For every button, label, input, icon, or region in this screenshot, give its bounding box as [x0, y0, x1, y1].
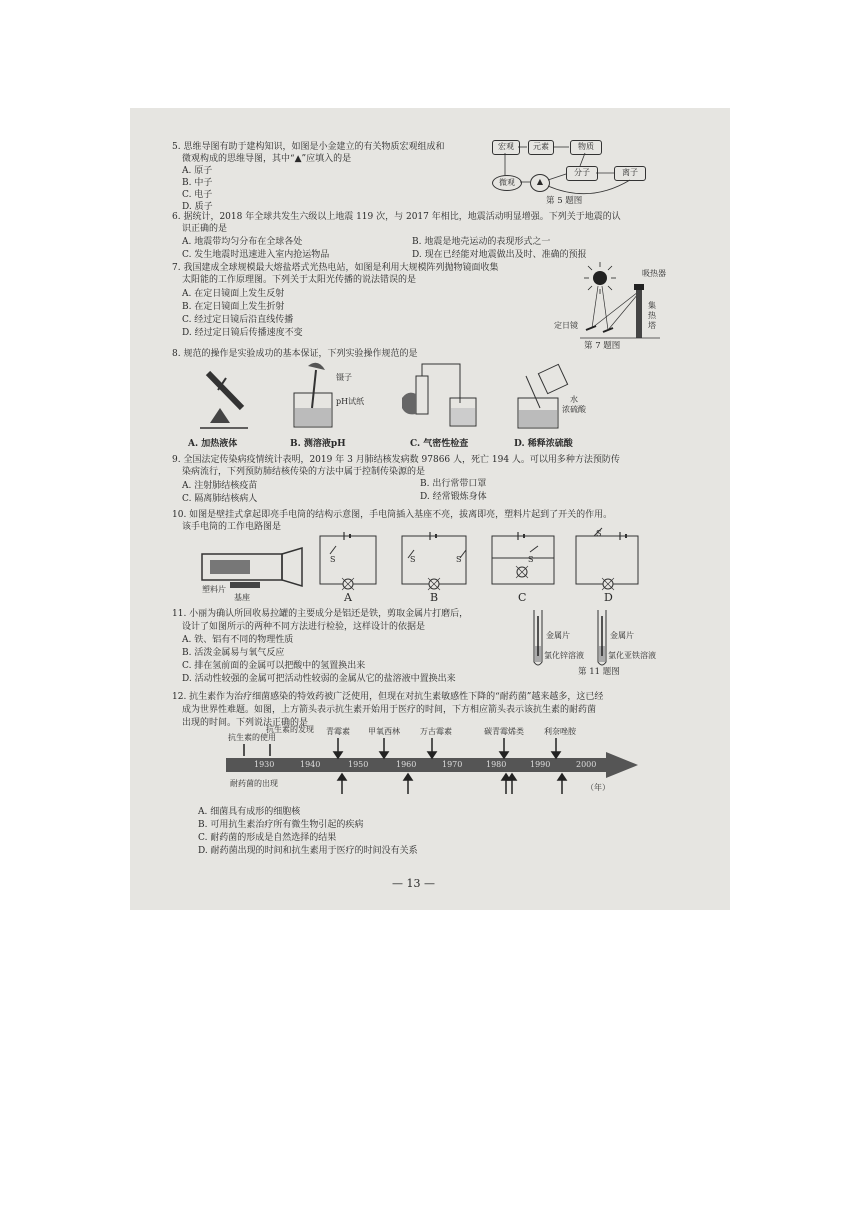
q7-option-d: D. 经过定日镜后传播速度不变: [182, 328, 303, 338]
q12-stem-line2: 成为世界性难题。如图，上方箭头表示抗生素开始用于医疗的时间，下方相应箭头表示该抗生素的耐药菌: [182, 705, 597, 715]
q5-option-d: D. 质子: [182, 202, 213, 212]
base-label: 基座: [234, 593, 250, 602]
q8-caption-c: C. 气密性检查: [410, 439, 469, 449]
q11-option-a: A. 铁、铝有不同的物理性质: [182, 635, 294, 645]
q11-option-b: B. 活泼金属易与氧气反应: [182, 648, 285, 658]
triangle-placeholder: ▲: [530, 174, 550, 192]
year-1970: 1970: [442, 760, 463, 769]
year-1940: 1940: [300, 760, 321, 769]
q11-stem-line2: 设计了如图所示的两种不同方法进行检验，这样设计的依据是: [182, 622, 426, 632]
q9-stem-line1: 9. 全国法定传染病疫情统计表明，2019 年 3 月肺结核发病数 97866 人，死亡 194 人。可以用多种方法预防传: [172, 455, 620, 465]
q12-option-b: B. 可用抗生素治疗所有微生物引起的疾病: [198, 820, 364, 830]
timeline-graphic: [130, 108, 730, 828]
q7-stem-line2: 太阳能的工作原理图。下列关于太阳光传播的说法错误的是: [182, 275, 417, 285]
circuit-b-switch-2: S: [456, 555, 462, 564]
q5-option-c: C. 电子: [182, 190, 213, 200]
year-unit: （年）: [586, 783, 610, 792]
q7-option-b: B. 在定日镜面上发生折射: [182, 302, 285, 312]
q7-option-a: A. 在定日镜面上发生反射: [182, 289, 285, 299]
molecule-box: 分子: [566, 166, 598, 181]
year-1990: 1990: [530, 760, 551, 769]
q9-option-a: A. 注射肺结核疫苗: [182, 481, 258, 491]
label-resistant-emergence: 耐药菌的出现: [230, 779, 278, 788]
q12-option-a: A. 细菌具有成形的细胞核: [198, 807, 301, 817]
year-2000: 2000: [576, 760, 597, 769]
q5-stem-line1: 5. 思维导图有助于建构知识，如图是小金建立的有关物质宏观组成和: [172, 142, 445, 152]
tower-label-1: 集: [648, 301, 656, 310]
year-1950: 1950: [348, 760, 369, 769]
q6-option-c: C. 发生地震时迅速进入室内抢运物品: [182, 250, 330, 260]
q7-option-c: C. 经过定日镜后沿直线传播: [182, 315, 294, 325]
metal-label-1: 金属片: [546, 631, 570, 640]
micro-oval: 微观: [492, 175, 522, 191]
q12-option-c: C. 耐药菌的形成是自然选择的结果: [198, 833, 337, 843]
label-antibiotic-use: 抗生素的使用: [228, 733, 276, 742]
q9-option-c: C. 隔离肺结核病人: [182, 494, 258, 504]
q9-option-d: D. 经常锻炼身体: [420, 492, 487, 502]
q8-caption-d: D. 稀释浓硫酸: [514, 439, 573, 449]
ph-paper-label: pH试纸: [336, 397, 365, 406]
circuit-d-switch: S: [596, 529, 602, 538]
page-number: — 13 —: [392, 877, 435, 890]
substance-box: 物质: [570, 140, 602, 155]
q5-option-a: A. 原子: [182, 166, 213, 176]
q8-stem: 8. 规范的操作是实验成功的基本保证，下列实验操作规范的是: [172, 349, 418, 359]
mirror-label: 定日镜: [554, 321, 578, 330]
circuit-d-label: D: [604, 591, 613, 604]
q6-stem-line2: 识正确的是: [182, 224, 228, 234]
q5-caption: 第 5 题图: [546, 196, 583, 206]
circuit-a-label: A: [344, 591, 352, 604]
q11-caption: 第 11 题图: [578, 667, 620, 677]
q6-option-d: D. 现在已经能对地震做出及时、准确的预报: [412, 250, 587, 260]
q9-option-b: B. 出行常带口罩: [420, 479, 487, 489]
q7-caption: 第 7 题图: [584, 341, 621, 351]
q6-stem-line1: 6. 据统计，2018 年全球共发生六级以上地震 119 次，与 2017 年相比，地震活动明显增强。下列关于地震的认: [172, 212, 621, 222]
year-1960: 1960: [396, 760, 417, 769]
q6-option-b: B. 地震是地壳运动的表现形式之一: [412, 237, 551, 247]
q11-stem-line1: 11. 小丽为确认所回收易拉罐的主要成分是铝还是铁，剪取金属片打磨后，: [172, 609, 469, 619]
solution-label-2: 氯化亚铁溶液: [608, 651, 656, 660]
q12-stem-line3: 出现的时间。下列说法正确的是: [182, 718, 309, 728]
plastic-label: 塑料片: [202, 585, 226, 594]
q10-stem-line2: 该手电筒的工作电路图是: [182, 522, 282, 532]
acid-label: 浓硫酸: [562, 405, 586, 414]
tower-label-2: 热: [648, 311, 656, 320]
ion-box: 离子: [614, 166, 646, 181]
q7-stem-line1: 7. 我国建成全球规模最大熔盐塔式光热电站，如图是利用大规模阵列抛物镜面收集: [172, 263, 499, 273]
year-1980: 1980: [486, 760, 507, 769]
macro-box: 宏观: [492, 140, 520, 155]
water-label: 水: [570, 395, 578, 404]
q11-option-c: C. 排在氢前面的金属可以把酸中的氢置换出来: [182, 661, 366, 671]
label-vancomycin: 万古霉素: [420, 727, 452, 736]
element-box: 元素: [528, 140, 554, 155]
label-carbapenem: 碳青霉烯类: [484, 727, 524, 736]
q8-caption-b: B. 测溶液pH: [290, 439, 346, 449]
q8-caption-a: A. 加热液体: [188, 439, 238, 449]
label-antibiotic-discovery: 抗生素的发现: [266, 725, 314, 734]
q9-stem-line2: 染病流行，下列预防肺结核传染的方法中属于控制传染源的是: [182, 467, 426, 477]
q12-stem-line1: 12. 抗生素作为治疗细菌感染的特效药被广泛使用，但现在对抗生素敏感性下降的“耐药菌”越来越多，这已经: [172, 692, 604, 702]
circuit-a-switch: S: [330, 555, 336, 564]
tweezers-label: 镊子: [336, 373, 352, 382]
year-1930: 1930: [254, 760, 275, 769]
q12-option-d: D. 耐药菌出现的时间和抗生素用于医疗的时间没有关系: [198, 846, 418, 856]
metal-label-2: 金属片: [610, 631, 634, 640]
q5-stem-line2: 微观构成的思维导图，其中“▲”应填入的是: [182, 154, 352, 164]
q5-option-b: B. 中子: [182, 178, 213, 188]
circuit-b-switch-1: S: [410, 555, 416, 564]
q10-stem-line1: 10. 如图是壁挂式拿起即亮手电筒的结构示意图，手电筒插入基座不亮，拔离即亮，塑料片起到了开关的作用。: [172, 510, 613, 520]
q11-option-d: D. 活动性较强的金属可把活动性较弱的金属从它的盐溶液中置换出来: [182, 674, 456, 684]
label-linezolid: 利奈唑胺: [544, 727, 576, 736]
circuit-b-label: B: [430, 591, 439, 604]
tower-label-3: 塔: [648, 321, 656, 330]
exam-page: [130, 108, 730, 910]
label-methicillin: 甲氧西林: [368, 727, 400, 736]
q6-option-a: A. 地震带均匀分布在全球各处: [182, 237, 303, 247]
absorber-label: 吸热器: [642, 269, 666, 278]
circuit-c-switch: S: [528, 555, 534, 564]
circuit-c-label: C: [518, 591, 527, 604]
solution-label-1: 氯化锌溶液: [544, 651, 584, 660]
label-penicillin: 青霉素: [326, 727, 350, 736]
